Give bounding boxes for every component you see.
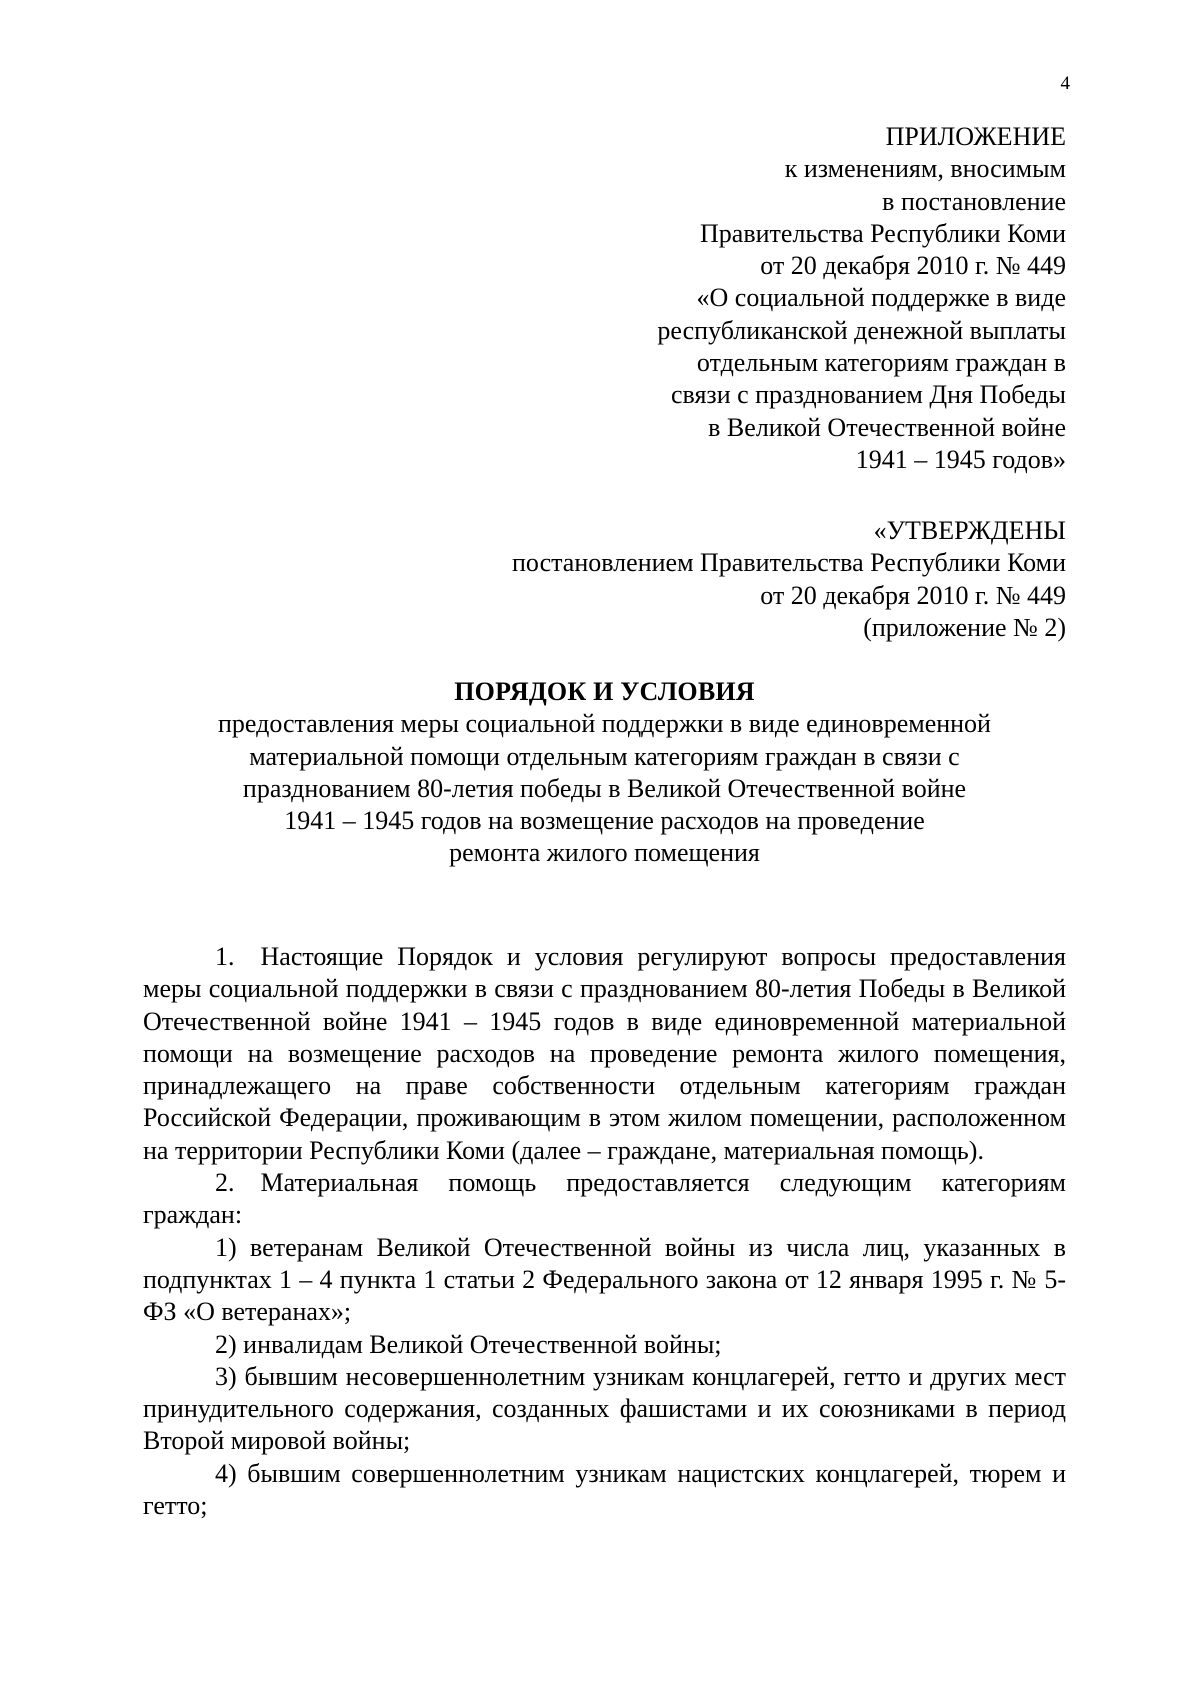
list-item-1: 1) ветеранам Великой Отечественной войны из числа лиц, указанных в подпунктах 1 – 4 пункта 1 статьи 2 Федерального закона от 12 января 1995 г. № 5-ФЗ «О ветеранах»; xyxy=(143,1232,1066,1327)
appendix-line: в Великой Отечественной войне xyxy=(708,412,1066,442)
appendix-header xyxy=(657,121,1066,476)
document-subtitle-line: ремонта жилого помещения xyxy=(449,838,760,868)
appendix-title: ПРИЛОЖЕНИЕ xyxy=(885,122,1066,151)
approval-title: «УТВЕРЖДЕНЫ xyxy=(873,516,1066,545)
document-subtitle-line: 1941 – 1945 годов на возмещение расходов на проведение xyxy=(284,806,925,836)
appendix-line: «О социальной поддержке в виде xyxy=(696,283,1066,313)
appendix-line: Правительства Республики Коми xyxy=(700,218,1066,248)
document-title: ПОРЯДОК И УСЛОВИЯ xyxy=(454,677,755,706)
approval-line: (приложение № 2) xyxy=(863,612,1066,642)
approval-line: постановлением Правительства Республики Коми xyxy=(512,548,1066,578)
document-subtitle-line: празднованием 80-летия победы в Великой Отечественной войне xyxy=(242,773,967,803)
list-item-2: 2) инвалидам Великой Отечественной войны; xyxy=(215,1329,722,1359)
list-item-4: 4) бывшим совершеннолетним узникам нацистских концлагерей, тюрем и гетто; xyxy=(143,1458,1066,1521)
page-number: 4 xyxy=(1060,73,1070,94)
appendix-line: отдельным категориям граждан в xyxy=(696,348,1066,378)
appendix-line: связи с празднованием Дня Победы xyxy=(670,380,1066,410)
paragraph-1: 1. Настоящие Порядок и условия регулируют вопросы предоставления меры социальной поддержки в связи с празднованием 80-летия Победы в Великой Отечественной войне 1941 – 1945 годов в виде единовременной материальной помощи на возмещение расходов на проведение ремонта жилого помещения, принадлежащего на праве собственности отдельным категориям граждан Российской Федерации, проживающим в этом жилом помещении, расположенном на территории Республики Коми (далее – граждане, материальная помощь). xyxy=(143,942,1066,1165)
appendix-line: в постановление xyxy=(882,186,1066,216)
document-title-block xyxy=(143,676,1066,870)
appendix-line: республиканской денежной выплаты xyxy=(657,315,1066,345)
appendix-line: 1941 – 1945 годов» xyxy=(855,444,1066,474)
approval-stamp xyxy=(512,515,1066,644)
appendix-line: от 20 декабря 2010 г. № 449 xyxy=(760,251,1066,281)
document-body xyxy=(143,941,1066,1522)
paragraph-2: 2. Материальная помощь предоставляется следующим категориям граждан: xyxy=(143,1168,1066,1230)
list-item-3: 3) бывшим несовершеннолетним узникам концлагерей, гетто и других мест принудительного содержания, созданных фашистами и их союзниками в период Второй мировой войны; xyxy=(143,1361,1066,1456)
appendix-line: к изменениям, вносимым xyxy=(784,154,1066,184)
document-subtitle-line: предоставления меры социальной поддержки в виде единовременной xyxy=(218,709,991,739)
document-subtitle-line: материальной помощи отдельным категориям граждан в связи с xyxy=(249,741,960,771)
approval-line: от 20 декабря 2010 г. № 449 xyxy=(760,580,1066,610)
